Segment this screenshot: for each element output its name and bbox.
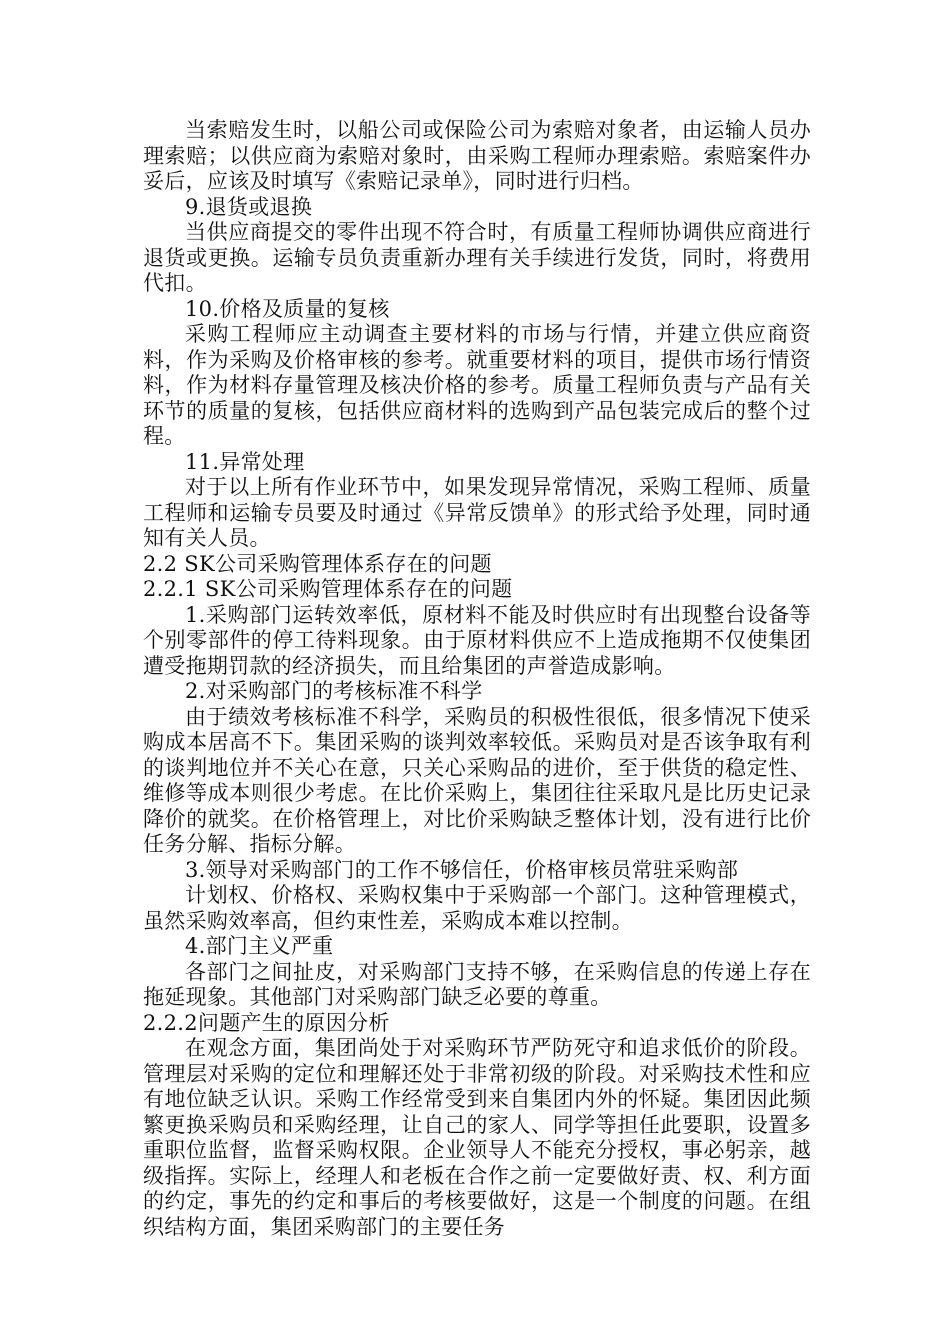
- paragraph-claims-handling: 当索赔发生时，以船公司或保险公司为索赔对象者，由运输人员办理索赔；以供应商为索赔对象时，由采购工程师办理索赔。索赔案件办妥后，应该及时填写《索赔记录单》，同时进行归档。: [143, 118, 811, 193]
- paragraph-price-quality-review: 采购工程师应主动调查主要材料的市场与行情，并建立供应商资料，作为采购及价格审核的参考。就重要材料的项目，提供市场行情资料，作为材料存量管理及核决价格的参考。质量工程师负责与产品有关环节的质量的复核，包括供应商材料的选购到产品包装完成后的整个过程。: [143, 322, 811, 448]
- item-heading-exception-handling: 11.异常处理: [185, 449, 305, 474]
- paragraph-departmentalism: 各部门之间扯皮，对采购部门支持不够，在采购信息的传递上存在拖延现象。其他部门对采购部门缺乏必要的尊重。: [143, 959, 811, 1009]
- paragraph-exception-handling: 对于以上所有作业环节中，如果发现异常情况，采购工程师、质量工程师和运输专员要及时通过《异常反馈单》的形式给予处理，同时通知有关人员。: [143, 475, 811, 550]
- item-heading-departmentalism: 4.部门主义严重: [185, 934, 334, 958]
- item-heading-price-quality-review: 10.价格及质量的复核: [185, 296, 390, 321]
- section-heading-2-2: 2.2 SK公司采购管理体系存在的问题: [143, 551, 492, 576]
- paragraph-assessment-standard: 由于绩效考核标准不科学，采购员的积极性很低，很多情况下使采购成本居高不下。集团采购的谈判效率较低。采购员对是否该争取有利的谈判地位并不关心在意，只关心采购品的进价，至于供货的稳定性、维修等成本则很少考虑。在比价采购上，集团往往采取凡是比历史记录降价的就奖。在价格管理上，对比价采购缺乏整体计划，没有进行比价任务分解、指标分解。: [143, 704, 811, 856]
- item-heading-return-exchange: 9.退货或退换: [185, 194, 313, 219]
- paragraph-leadership-trust: 计划权、价格权、采购权集中于采购部一个部门。这种管理模式，虽然采购效率高，但约束性差，采购成本难以控制。: [143, 883, 811, 933]
- paragraph-low-efficiency: 1.采购部门运转效率低，原材料不能及时供应时有出现整台设备等个别零部件的停工待料现象。由于原材料供应不上造成拖期不仅使集团遭受拖期罚款的经济损失，而且给集团的声誉造成影响。: [143, 602, 811, 678]
- document-page: [143, 118, 811, 1240]
- section-heading-2-2-2: 2.2.2问题产生的原因分析: [143, 1010, 390, 1035]
- paragraph-cause-analysis: 在观念方面，集团尚处于对采购环节严防死守和追求低价的阶段。管理层对采购的定位和理解还处于非常初级的阶段。对采购技术性和应有地位缺乏认识。采购工作经常受到来自集团内外的怀疑。集团因此频繁更换采购员和采购经理，让自己的家人、同学等担任此要职，设置多重职位监督，监督采购权限。企业领导人不能充分授权，事必躬亲，越级指挥。实际上，经理人和老板在合作之前一定要做好责、权、利方面的约定，事先的约定和事后的考核要做好，这是一个制度的问题。在组织结构方面，集团采购部门的主要任务: [143, 1036, 811, 1239]
- paragraph-return-exchange: 当供应商提交的零件出现不符合时，有质量工程师协调供应商进行退货或更换。运输专员负责重新办理有关手续进行发货，同时，将费用代扣。: [143, 220, 811, 295]
- section-heading-2-2-1: 2.2.1 SK公司采购管理体系存在的问题: [143, 577, 513, 601]
- item-heading-leadership-trust: 3.领导对采购部门的工作不够信任，价格审核员常驻采购部: [185, 857, 739, 882]
- item-heading-assessment-standard: 2.对采购部门的考核标准不科学: [185, 679, 483, 703]
